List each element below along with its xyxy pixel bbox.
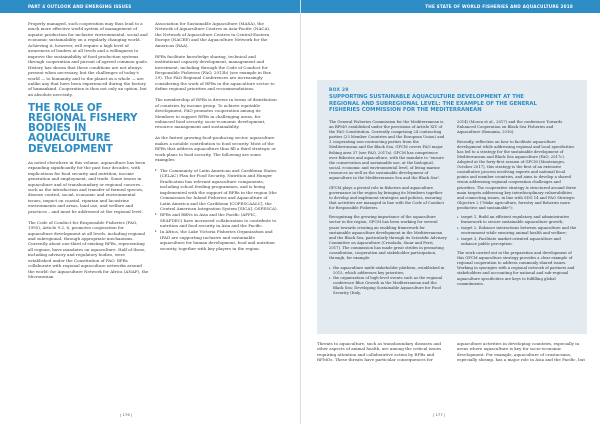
paragraph: Association for Sustainable Aquaculture (MASA), the Network of Aquaculture Centres in Asia-Pacific (NACA), the Network of Aquaculture Centres in Central-Eastern Europe (NACEE) and the Aquaculture Network for the Americas (RAA). [155, 21, 271, 48]
paragraph: The membership of RFBs is diverse in terms of distribution of countries by income group. To achieve equitable development, FAO promotes cooperation among its Members to support RFBs in challenging areas, for enhanced food security, socio-economic development, resource management and sustainability. [155, 97, 277, 130]
list-item: ▸ target 3, Facilitate market-oriented aquaculture and enhance public perception. [457, 237, 577, 247]
running-header-left: PART 4 OUTLOOK AND EMERGING ISSUES [0, 0, 300, 13]
list-item: ▸ target 2, Enhance interactions between aquaculture and the environment while ensuring animal health and welfare; [457, 226, 577, 236]
paragraph: The work carried out in the preparation and development of this GFCM aquaculture strategy provides a clear example of regional cooperation to address commonly shared issues. Working in synergies with a regional network of partners and stakeholders and accounting for national and sub-regional aquaculture specificities are keys to fulfilling global commitments. [457, 251, 575, 286]
box-29 [317, 80, 587, 334]
page-number: | 177 | [433, 412, 446, 417]
bullet-list [155, 168, 278, 251]
list-item: ▸ In Africa, the Lake Victoria Fisheries Organization and IFAD are supporting inclusive and sustainable aquaculture for human development, food and nutrition security, together with key players in the region. [155, 229, 278, 251]
running-header-right: THE STATE OF WORLD FISHERIES AND AQUACULTURE 2018 [301, 0, 600, 13]
box-column-2 [457, 120, 577, 291]
right-column-1 [317, 341, 445, 363]
left-column-2 [155, 21, 278, 252]
list-item: ▸ The Community of Latin American and Caribbean States (CELAC) Plan for Food Security, Nutrition and Hunger Eradication has relevant aquaculture components, including school feeding programmes, and is being implemented with the support of RFBs in the region (the Commission for Inland Fisheries and Aquaculture of Latin America and the Caribbean [COPESCAALC], the Central American Integration System [SICA], OSPESCA). [155, 168, 278, 212]
paragraph: As the fastest growing food-producing sector, aquaculture makes a notable contribution to food security. Most of the RFBs that address aquaculture thus fill a third strategic or work plans to food security. The following are some examples: [155, 135, 276, 163]
paragraph: Recently, reflection on how to facilitate aquaculture development while addressing regional and local specificities has led to a strategy for the sustainable development of Mediterranean and Black Sea aquaculture (FAO, 2017c). Adopted at the forty-first session of GFCM (Montenegro, October 2017), this strategy is the first of an extensive consultative process involving experts and national focal points and member countries, and aims to develop a shared vision addressing regional cooperation challenges and priorities. The cooperative strategy is structured around three main targets addressing key interdisciplinary vulnerabilities and connecting issues, in line with SDG 14 and FAO Strategic Objective 2 ("Make agriculture, forestry and fisheries more productive and sustainable"): [457, 139, 577, 210]
paragraph: Recognizing the growing importance of the aquaculture sector in the region, GFCM has been working for several years towards creating an enabling framework for sustainable aquaculture development in the Mediterranean and the Black Sea, particularly through its Scientific Advisory Committee on Aquaculture (Crisolada, Sinar and Ferri, 2017). The commission has made great strides in promoting consultation, cooperation and stakeholder participation, through, for example: [329, 215, 447, 261]
section-heading: THE ROLE OF REGIONAL FISHERY BODIES IN AQUACULTURE DEVELOPMENT [28, 101, 138, 155]
list-item: ▸ the organization of high-level events such as the regional conference Blue Growth in the Mediterranean and the Black Sea: Developing Sustainable Aquaculture for Food Security (Italy, [329, 276, 447, 296]
bullet-list [457, 215, 577, 246]
bullet-list [329, 266, 447, 297]
paragraph: As noted elsewhere in this volume, aquaculture has been expanding significantly for the past four decades, with implications for food security and nutrition, income generation and employment, and trade. Some issues in aquaculture and of transboundary or regional concern – such as the introduction and transfer of farmed species, disease control, social, economic and environmental issues, impact on coastal, riparian and lacustrine environments and areas, land use, and welfare and practices – and must be addressed at the regional level. [28, 159, 146, 214]
box-column-1 [329, 120, 447, 301]
paragraph: Threats to aquaculture, such as transboundary diseases and other aspects of animal health, are among the critical issues requiring attention and collaborative action by RFBs and RFMOs. These threats have particular consequences for [317, 341, 442, 363]
list-item: ▸ RFBs and RBNs in Asia and the Pacific (APFIC, SEAFDEC) have increased collaboration to contribute to nutrition and food security in Asia and the Pacific. [155, 212, 278, 228]
right-page [300, 0, 600, 424]
paragraph: RFBs facilitate knowledge sharing, technical and institutional capacity development, management and investment, including through the Code of Conduct for Responsible Fisheries (FAO, 2013b) (see example in Box 29). The FAO Regional Conferences are increasingly considering the work of RFBs in the aquaculture sector to define regional priorities and recommendations. [155, 53, 275, 92]
paragraph: The Code of Conduct for Responsible Fisheries (FAO, 1995), Article 9.2, 6, promotes cooperation for aquaculture development at all levels, including regional and subregional, through appropriate mechanisms. Currently about one-third of existing RFBs, representing all regions, have mandates on aquaculture. Half of these, including advisory and regulatory bodies, were established under the Constitution of FAO. RFBs collaborate with regional aquaculture networks around the world: for Aquaculture Network for Africa (ANAF), the Micronesian [28, 219, 149, 280]
paragraph: The General Fisheries Commission for the Mediterranean is an RFMO established under the provisions of Article XIV of the FAO Constitution. Currently comprising 24 contracting parties (23 Member Countries and the European Union) and 3 cooperating non-contracting parties from the Mediterranean and the Black Sea, GFCM covers FAO major fishing area 37 (see FAO, 2017a). GFCM has competence over fisheries and aquaculture, with the mandate to "ensure the conservation and sustainable use, at the biological, social, economic and environmental level, of living marine resources as well as the sustainable development of aquaculture in the Mediterranean Sea and the Black Sea". [329, 120, 445, 181]
paragraph: aquaculture activities in developing countries, especially in areas where aquaculture is key for socio-economic development. For example, aquaculture of crustaceans, especially shrimp, has a major role in Asia and the Pacific, but [457, 341, 585, 363]
right-column-2 [457, 341, 585, 363]
list-item: ▸ the aquaculture multi-stakeholder platform, established in 2015, which addresses key priorities; [329, 266, 447, 276]
list-item: ▸ target 1, Build an efficient regulatory and administrative framework to secure sustainable aquaculture growth; [457, 215, 577, 225]
paragraph: 2014) (Mosca et al., 2017) and the conference Towards Enhanced Cooperation on Black Sea Fisheries and Aquaculture (Romania, 2016). [457, 120, 563, 135]
paragraph: GFCM plays a pivotal role in fisheries and aquaculture governance in the region by bringing its Members together to develop and implement strategies and policies, ensuring that activities are managed in line with the Code of Conduct for Responsible Fisheries. [329, 185, 444, 210]
box-label: BOX 29 [329, 88, 349, 93]
page-number: | 176 | [120, 412, 133, 417]
box-title: SUPPORTING SUSTAINABLE AQUACULTURE DEVELOPMENT AT THE REGIONAL AND SUBREGIONAL LEVEL: THE EXAMPLE OF THE GENERAL FISHERIES COMMISSION FOR THE MEDITERRANEAN [329, 94, 537, 113]
left-column-1 [28, 21, 149, 280]
paragraph: Properly managed, such cooperation may thus lead to a much more effective world system of management of aquatic production for inclusive environmental, social and economic sustainability on a regularly changing world. Achieving it, however, will require a high level of awareness of leaders at all levels and a willingness to improve the sustainability of food production systems through cooperation and pursuit of agreed common goals. History has shown that these conditions are not always present when necessary, but the challenges of today's world — to humanity and to the planet as a whole — are unlike any that have been experienced during the history of humankind. Cooperation is thus not only an option, but an absolute necessity. [28, 21, 148, 97]
